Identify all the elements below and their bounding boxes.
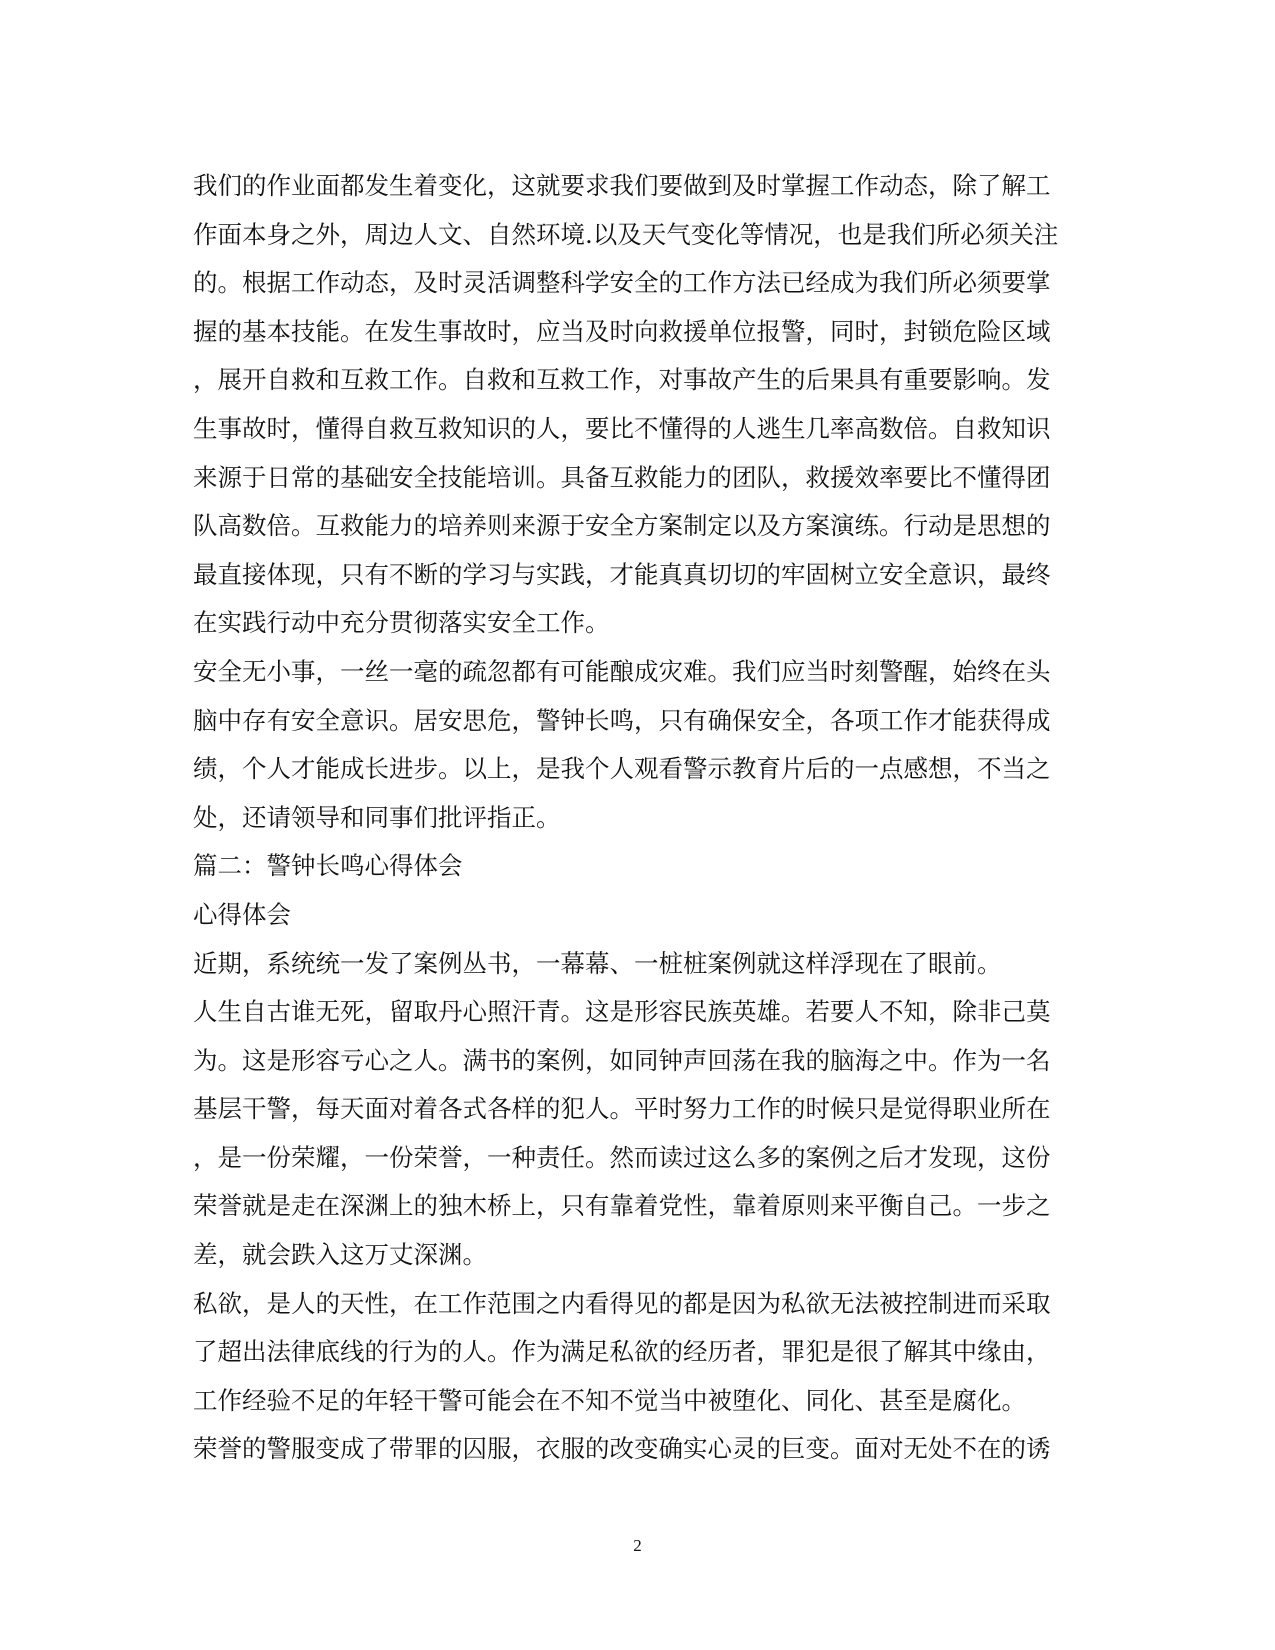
text-line: ，是一份荣耀，一份荣誉，一种责任。然而读过这么多的案例之后才发现，这份 — [193, 1142, 1051, 1172]
text-line: 了超出法律底线的行为的人。作为满足私欲的经历者，罪犯是很了解其中缘由， — [193, 1337, 1051, 1367]
text-line: 绩，个人才能成长进步。以上，是我个人观看警示教育片后的一点感想，不当之 — [193, 754, 1051, 784]
text-line: 我们的作业面都发生着变化，这就要求我们要做到及时掌握工作动态，除了解工 — [193, 171, 1051, 200]
text-line: 为。这是形容亏心之人。满书的案例，如同钟声回荡在我的脑海之中。作为一名 — [193, 1045, 1051, 1075]
text-line: 在实践行动中充分贯彻落实安全工作。 — [193, 608, 610, 638]
text-line: 人生自古谁无死，留取丹心照汗青。这是形容民族英雄。若要人不知，除非己莫 — [193, 997, 1051, 1027]
text-line: 作面本身之外，周边人文、自然环境.以及天气变化等情况，也是我们所必须关注 — [193, 219, 1059, 249]
text-line: 脑中存有安全意识。居安思危，警钟长鸣，只有确保安全，各项工作才能获得成 — [193, 705, 1051, 735]
text-line: 处，还请领导和同事们批评指正。 — [193, 802, 561, 832]
text-line: 荣誉的警服变成了带罪的囚服，衣服的改变确实心灵的巨变。面对无处不在的诱 — [193, 1434, 1051, 1464]
text-line: 安全无小事，一丝一毫的疏忽都有可能酿成灾难。我们应当时刻警醒，始终在头 — [193, 656, 1051, 686]
text-line: 生事故时，懂得自救互救知识的人，要比不懂得的人逃生几率高数倍。自救知识 — [193, 413, 1051, 443]
text-line: ，展开自救和互救工作。自救和互救工作，对事故产生的后果具有重要影响。发 — [193, 365, 1051, 395]
text-line: 差，就会跌入这万丈深渊。 — [193, 1240, 487, 1270]
text-line: 的。根据工作动态，及时灵活调整科学安全的工作方法已经成为我们所必须要掌 — [193, 268, 1051, 298]
text-line: 队高数倍。互救能力的培养则来源于安全方案制定以及方案演练。行动是思想的 — [193, 511, 1051, 541]
text-line: 近期，系统统一发了案例丛书，一幕幕、一桩桩案例就这样浮现在了眼前。 — [193, 948, 1002, 978]
text-line: 基层干警，每天面对着各式各样的犯人。平时努力工作的时候只是觉得职业所在 — [193, 1094, 1051, 1124]
text-line: 来源于日常的基础安全技能培训。具备互救能力的团队，救援效率要比不懂得团 — [193, 462, 1051, 492]
section-heading: 篇二：警钟长鸣心得体会 — [193, 851, 463, 881]
subsection-heading: 心得体会 — [193, 899, 291, 929]
page-number: 2 — [633, 1536, 642, 1555]
body-text — [193, 162, 1083, 1474]
text-line: 荣誉就是走在深渊上的独木桥上，只有靠着党性，靠着原则来平衡自己。一步之 — [193, 1191, 1051, 1221]
text-line: 最直接体现，只有不断的学习与实践，才能真真切切的牢固树立安全意识，最终 — [193, 559, 1051, 589]
text-line: 私欲，是人的天性，在工作范围之内看得见的都是因为私欲无法被控制进而采取 — [193, 1288, 1051, 1318]
text-line: 握的基本技能。在发生事故时，应当及时向救援单位报警，同时，封锁危险区域 — [193, 316, 1051, 346]
text-line: 工作经验不足的年轻干警可能会在不知不觉当中被堕化、同化、甚至是腐化。 — [193, 1385, 1026, 1415]
